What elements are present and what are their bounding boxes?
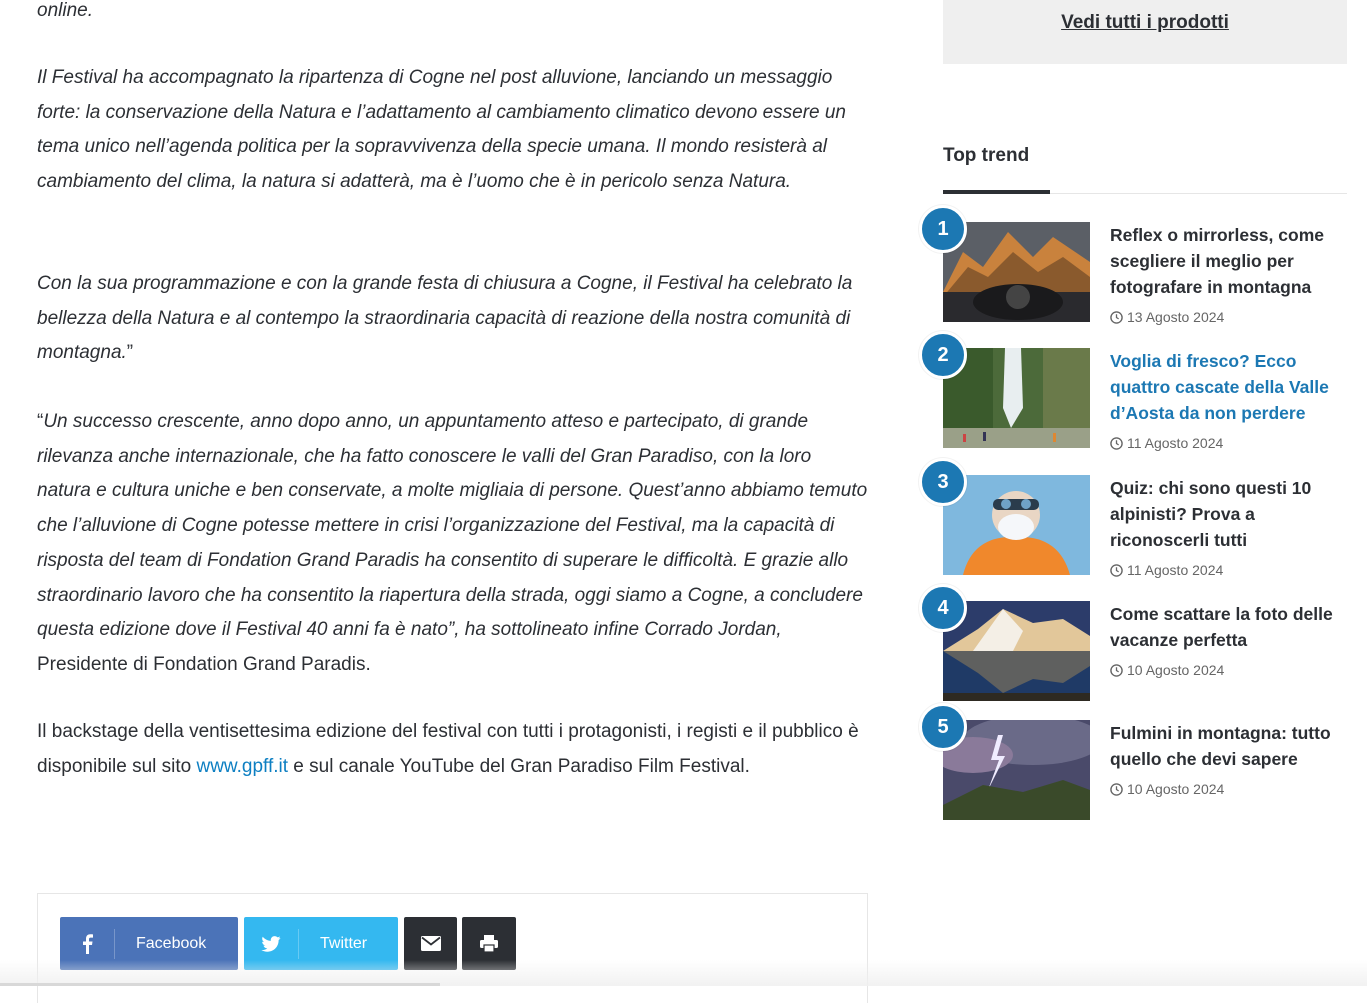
gpff-link[interactable]: www.gpff.it xyxy=(196,755,289,777)
trend-item-title[interactable]: Fulmini in montagna: tutto quello che devi sapere xyxy=(1110,723,1331,769)
trend-item-title[interactable]: Reflex o mirrorless, come scegliere il meglio per fotografare in montagna xyxy=(1110,225,1324,297)
trend-item-date: 10 Agosto 2024 xyxy=(1110,662,1224,678)
article-paragraph: Il backstage della ventisettesima edizione del festival con tutti i protagonisti, i registi e il pubblico è disponibile sul sito www.gpff.it e sul canale YouTube del Gran Paradiso Film Festival. xyxy=(37,721,859,777)
shop-widget xyxy=(943,0,1347,64)
article-paragraph: Il Festival ha accompagnato la ripartenza di Cogne nel post alluvione, lanciando un messaggio forte: la conservazione della Natura e l’adattamento al cambiamento climatico devono essere un tema unico nell’agenda politica per la sopravvivenza della specie umana. Il mondo resisterà al cambiamento del clima, la natura si adatterà, ma è l’uomo che è in pericolo senza Natura. xyxy=(37,67,847,193)
share-box xyxy=(37,893,868,1003)
trend-item-date: 11 Agosto 2024 xyxy=(1110,562,1223,578)
trend-item-title[interactable]: Come scattare la foto delle vacanze perfetta xyxy=(1110,604,1333,650)
facebook-label: Facebook xyxy=(136,934,207,952)
envelope-icon xyxy=(421,936,441,951)
article-paragraph: Con la sua programmazione e con la grande festa di chiusura a Cogne, il Festival ha celebrato la bellezza della Natura e al contempo la straordinaria capacità di reazione della nostra comunità di montagna.” xyxy=(37,273,853,364)
trend-item-date: 11 Agosto 2024 xyxy=(1110,435,1223,451)
trend-item-title[interactable]: Voglia di fresco? Ecco quattro cascate della Valle d’Aosta da non perdere xyxy=(1110,351,1329,423)
top-trend-heading: Top trend xyxy=(943,145,1030,166)
trend-item-title[interactable]: Quiz: chi sono questi 10 alpinisti? Prova a riconoscerli tutti xyxy=(1110,478,1312,550)
trend-item-date: 13 Agosto 2024 xyxy=(1110,309,1224,325)
clock-icon xyxy=(1110,783,1123,796)
all-products-link[interactable]: Vedi tutti i prodotti xyxy=(1061,12,1229,33)
rank-badge: 3 xyxy=(919,458,967,506)
rank-badge: 4 xyxy=(919,584,967,632)
rank-badge: 1 xyxy=(919,205,967,253)
clock-icon xyxy=(1110,311,1123,324)
heading-underline xyxy=(943,190,1050,194)
clock-icon xyxy=(1110,437,1123,450)
rank-badge: 5 xyxy=(919,703,967,751)
clock-icon xyxy=(1110,664,1123,677)
twitter-label: Twitter xyxy=(320,934,368,952)
printer-icon xyxy=(480,935,498,952)
clock-icon xyxy=(1110,564,1123,577)
rank-badge: 2 xyxy=(919,331,967,379)
article-paragraph: online. xyxy=(37,0,93,21)
trend-item-date: 10 Agosto 2024 xyxy=(1110,781,1224,797)
article-quote-paragraph: “Un successo crescente, anno dopo anno, un appuntamento atteso e partecipato, di grande rilevanza anche internazionale, che ha fatto conoscere le valli del Gran Paradiso, con la loro natura e cultura uniche e ben conservate, a molte migliaia di persone. Quest’anno abbiamo temuto che l’alluvione di Cogne potesse mettere in crisi l’organizzazione del Festival, ma la capacità di risposta del team di Fondation Grand Paradis ha consentito di superare le difficoltà. E grazie allo straordinario lavoro che ha consentito la riapertura della strada, oggi siamo a Cogne, a concludere questa edizione dove il Festival 40 anni fa è nato”, ha sottolineato infine Corrado Jordan, Presidente di Fondation Grand Paradis. xyxy=(37,411,868,675)
